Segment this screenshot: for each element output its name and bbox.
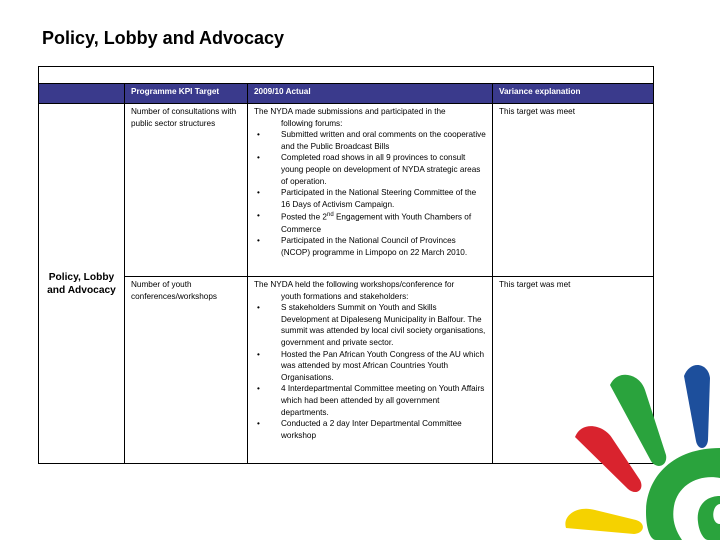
table-blank-row [39, 67, 654, 84]
actual-intro: The NYDA held the following workshops/conference for [254, 280, 455, 289]
page-title: Policy, Lobby and Advocacy [42, 28, 285, 48]
actual-intro-cont: following forums: [281, 118, 343, 128]
actual-bullet-list [254, 129, 486, 258]
list-item: • Posted the 2nd Engagement with Youth Chambers of Commerce [254, 210, 486, 235]
list-item: • Participated in the National Steering Committee of the 16 Days of Activism Campaign. [254, 187, 486, 210]
header-cell-section [39, 84, 125, 104]
kpi-table [38, 66, 654, 464]
list-item: • Participated in the National Council of Provinces (NCOP) programme in Limpopo on 22 March 2010. [254, 235, 486, 258]
list-item: • S stakeholders Summit on Youth and Skills Development at Dipaleseng Municipality in Balfour. The summit was attended by local civil society organisations, government and private sector. [254, 302, 486, 348]
kpi-target-cell: Number of youth conferences/workshops [125, 277, 248, 464]
list-item: • Hosted the Pan African Youth Congress of the AU which was attended by most African Countries Youth Organisations. [254, 349, 486, 384]
section-label: Policy, Lobby and Advocacy [39, 104, 125, 464]
actual-cell [248, 104, 493, 277]
variance-cell: This target was met [493, 277, 654, 464]
list-item: • Conducted a 2 day Inter Departmental Committee workshop [254, 418, 486, 441]
header-cell-kpi-target: Programme KPI Target [125, 84, 248, 104]
header-cell-actual: 2009/10 Actual [248, 84, 493, 104]
variance-cell: This target was meet [493, 104, 654, 277]
kpi-target-cell: Number of consultations with public sector structures [125, 104, 248, 277]
list-item: • Submitted written and oral comments on the cooperative and the Public Broadcast Bills [254, 129, 486, 152]
actual-cell [248, 277, 493, 464]
table-header-row [39, 84, 654, 104]
list-item: • Completed road shows in all 9 provinces to consult young people on development of NYDA strategic areas of operation. [254, 152, 486, 187]
actual-intro: The NYDA made submissions and participated in the [254, 107, 446, 116]
actual-intro-cont: youth formations and stakeholders: [281, 291, 409, 301]
actual-bullet-list [254, 302, 486, 441]
list-item: • 4 Interdepartmental Committee meeting on Youth Affairs which had been attended by all government departments. [254, 383, 486, 418]
table-row [39, 277, 654, 464]
table-row [39, 104, 654, 277]
header-cell-variance: Variance explanation [493, 84, 654, 104]
